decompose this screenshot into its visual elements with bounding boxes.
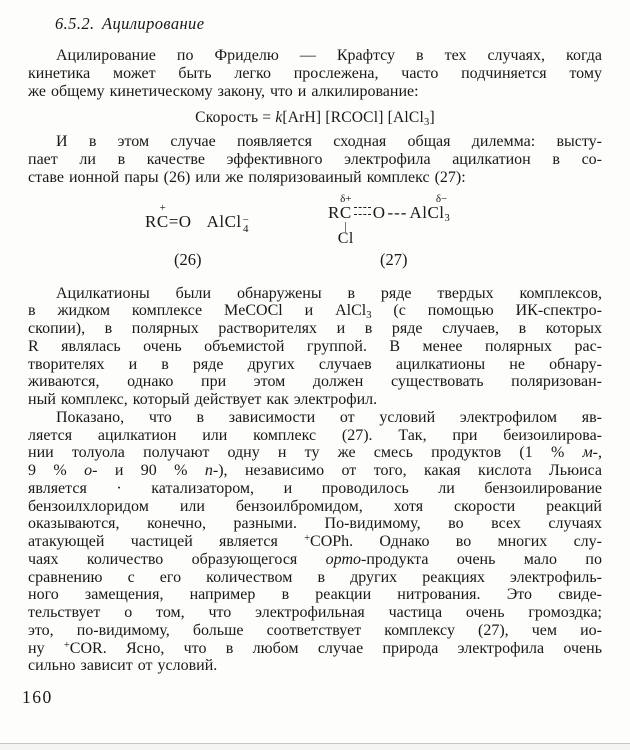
text-segment: 3 — [366, 310, 372, 322]
text-segment: Показано, что в зависимости от условий электрофилом яв- — [56, 408, 602, 426]
text-line — [28, 65, 602, 83]
text-segment: ставе ионной пары (26) или же поляризоваиный комплекс (27): — [28, 168, 466, 186]
text-line — [28, 302, 602, 320]
text-line — [28, 409, 602, 427]
text-segment: ляется ацилкатион или комплекс (27). Так, при беизоилирова- — [28, 426, 602, 444]
text-segment: 9 % — [28, 462, 85, 479]
rate-equation — [28, 109, 602, 127]
paragraph-intro — [28, 47, 602, 100]
text-segment: -продукта очень мало по — [361, 550, 602, 568]
text-line — [28, 391, 602, 409]
structure-27-polarized-complex — [328, 194, 450, 270]
text-line — [28, 480, 602, 498]
carbon-with-delta — [337, 192, 354, 247]
structure-27-formula — [328, 192, 451, 247]
minus-charge: − — [242, 213, 250, 226]
text-segment: ный комплекс, который действует как электрофил. — [28, 391, 378, 408]
text-segment: Ацилирование по Фриделю — Крафтсу в тех случаях, когда — [56, 47, 602, 64]
text-line — [28, 604, 602, 622]
text-segment: тельствует о том, что электрофильная частица очень громоздка; — [28, 604, 602, 621]
text-segment: творителях и в ряде других случаев ацилкатионы не обнару- — [28, 355, 602, 373]
text-line — [28, 515, 602, 533]
text-line — [28, 569, 602, 587]
text-line — [28, 320, 602, 338]
delta-plus: δ+ — [340, 192, 352, 205]
text-line — [28, 133, 602, 151]
subscript-3: 3 — [444, 212, 451, 224]
text-segment: кинетика может быть легко прослежена, часто подчиняется тому — [28, 64, 602, 82]
page-number: 160 — [22, 687, 53, 707]
text-line — [28, 427, 602, 445]
text-segment: пает ли в качестве эффективного электрофила ацилкатион в со- — [28, 151, 602, 168]
text-line — [28, 622, 602, 640]
text-segment: Ацилкатионы были обнаружены в ряде твердых комплексов, — [56, 284, 602, 302]
structure-26-label: (26) — [174, 249, 202, 269]
text-line — [28, 151, 602, 169]
text-segment: + — [304, 533, 311, 544]
text-segment: ного замещения, например в реакции нитрования. Это свиде- — [28, 586, 602, 604]
text-segment: бензоилхлоридом или бензоилбромидом, хотя скорости реакций — [28, 497, 602, 515]
paragraph-benzoylation — [28, 409, 602, 675]
text-segment: [ArH] [RCOCl] [AlCl — [282, 109, 424, 127]
text-line — [28, 640, 602, 658]
text-segment: -), независимо от того, какая кислота Льюиса — [212, 462, 602, 479]
chemical-scheme — [28, 193, 602, 285]
dashed-double-bond — [354, 207, 371, 215]
text-segment: -, — [592, 444, 602, 462]
text-segment: это, по-видимому, больше соответствует комплексу (27), чем ио- — [28, 621, 602, 639]
text-segment: чаях количество образующегося — [28, 550, 326, 568]
text-segment: ] — [429, 109, 435, 127]
alcl3-group — [409, 202, 451, 224]
text-segment: живаются, однако при этом должен существовать поляризован- — [28, 373, 602, 391]
text-segment: же общему кинетическому закону, что и алкилирование: — [28, 82, 419, 100]
alcl3-with-delta — [409, 192, 451, 224]
atom-o: O — [372, 202, 386, 222]
text-segment: - и 90 % — [92, 462, 205, 479]
text-line — [28, 169, 602, 187]
structure-26-acyl-cation — [145, 203, 249, 270]
text-line — [28, 356, 602, 374]
text-segment: И в этом случае появляется сходная общая дилемма: высту- — [56, 133, 602, 151]
dashed-bond: --- — [387, 202, 408, 222]
text-line — [28, 657, 602, 675]
atom-c: C — [156, 211, 169, 231]
text-segment: + — [63, 639, 70, 651]
text-line — [28, 444, 602, 462]
text-line — [28, 533, 602, 551]
text-segment: (с помощью ИК-спектро- — [371, 302, 602, 320]
double-bond: = — [168, 211, 179, 231]
text-segment: п — [204, 462, 213, 479]
text-segment: является · катализатором, и проводилось ли бензоилирование — [28, 479, 602, 497]
counterion-alcl: AlCl — [206, 211, 242, 231]
text-line — [28, 462, 602, 480]
text-line — [28, 551, 602, 569]
structure-27-label: (27) — [380, 249, 408, 269]
vertical-bond: | — [344, 218, 348, 233]
subscript-4: 4 — [242, 222, 249, 235]
text-line — [28, 338, 602, 356]
paragraph-acyl-cations — [28, 285, 602, 409]
text-segment: нии толуола получают одну н ту же смесь продуктов (1 % — [28, 444, 583, 462]
text-segment: Скорость = — [195, 109, 276, 127]
text-segment: орто — [325, 550, 362, 568]
text-line — [28, 498, 602, 516]
atom-c: C — [339, 202, 352, 222]
atom-r: R — [145, 211, 157, 231]
atom-alcl: AlCl — [409, 202, 445, 222]
text-segment: COPh. Однако во многих слу- — [310, 533, 602, 550]
text-segment: ну — [28, 639, 64, 657]
text-line — [28, 586, 602, 604]
text-segment: в жидком комплексе MeCOCl и AlCl — [28, 302, 367, 320]
carbon-with-charge — [157, 203, 169, 230]
text-segment: сравнению с его количеством в других реакциях электрофиль- — [28, 568, 602, 586]
atom-o: O — [178, 211, 192, 231]
text-segment: о — [84, 462, 93, 479]
page-content — [28, 8, 602, 675]
text-line — [28, 47, 602, 65]
counterion-charge-subscript — [242, 213, 250, 235]
text-segment: k — [275, 109, 283, 127]
plus-charge: + — [159, 201, 166, 214]
section-heading: 6.5.2. Ацилирование — [55, 14, 205, 33]
text-segment: сильно зависит от условий. — [28, 657, 218, 675]
atom-cl: Cl — [337, 229, 354, 247]
delta-minus: δ− — [435, 192, 448, 205]
text-segment: 3 — [423, 117, 430, 129]
text-segment: оказываются, конечно, разными. По-видимому, во всех случаях — [28, 515, 602, 533]
text-segment: атакующей частицей является — [28, 533, 305, 550]
text-segment: скопии), в полярных растворителях и в ряде случаев, в которых — [28, 320, 602, 337]
text-segment: R являлась очень объемистой группой. В менее полярных рас- — [28, 337, 602, 355]
text-line — [28, 285, 602, 303]
page-bottom-edge — [0, 743, 630, 750]
atom-r: R — [328, 202, 340, 222]
text-line — [28, 373, 602, 391]
paragraph-dilemma — [28, 133, 602, 186]
text-segment: м — [582, 444, 593, 462]
structure-26-formula — [145, 203, 249, 234]
text-segment: COR. Ясно, что в любом случае природа электрофила очень — [69, 639, 603, 657]
text-line — [28, 83, 602, 101]
